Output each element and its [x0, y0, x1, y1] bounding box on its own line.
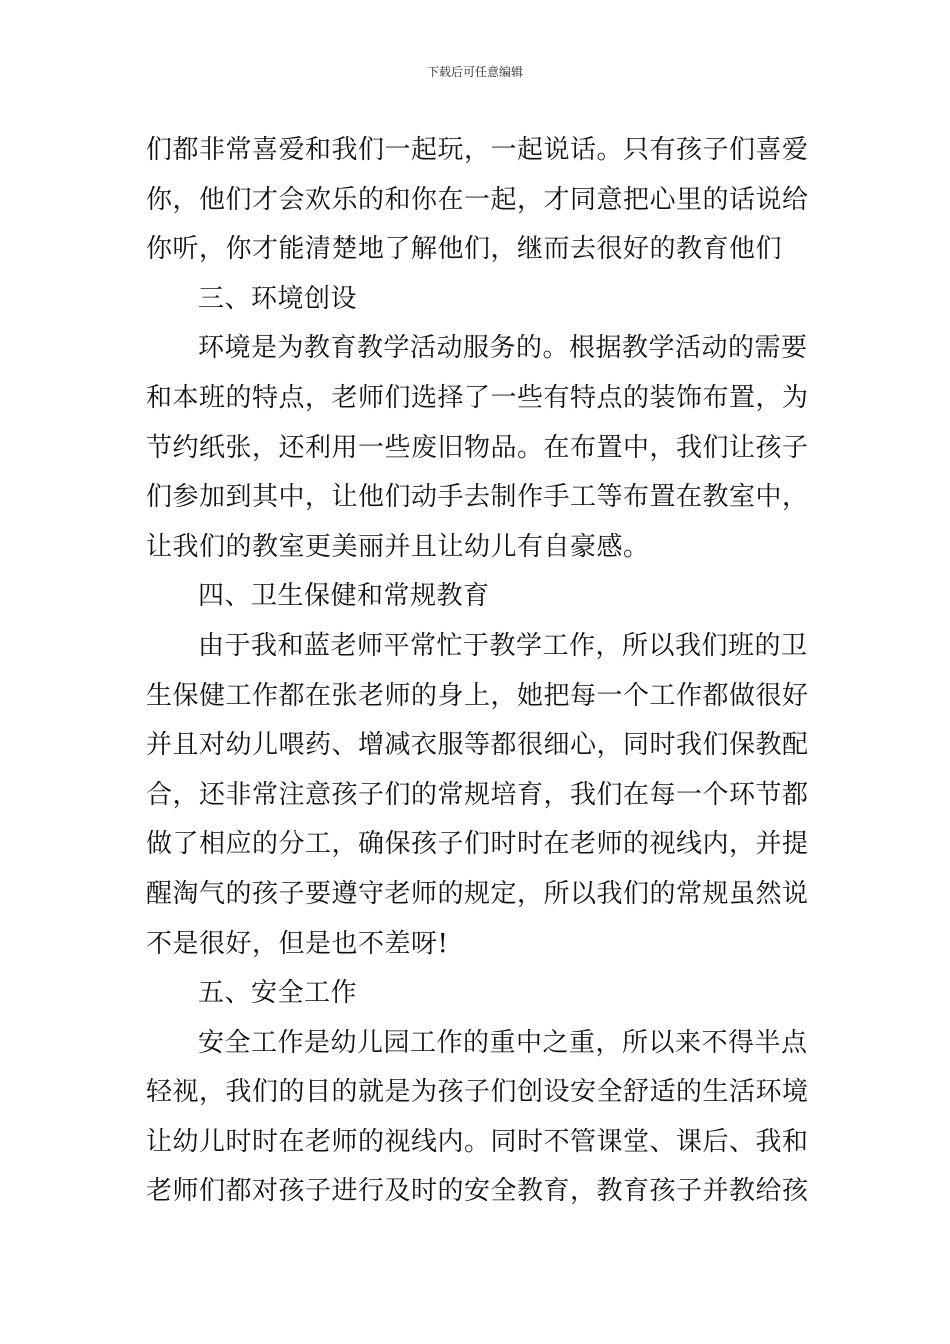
text-line: 由于我和蓝老师平常忙于教学工作，所以我们班的卫 — [198, 630, 808, 661]
text-line: 合，还非常注意孩子们的常规培育，我们在每一个环节都 — [146, 779, 809, 810]
text-line: 轻视，我们的目的就是为孩子们创设安全舒适的生活环境 — [146, 1077, 809, 1108]
text-line: 和本班的特点，老师们选择了一些有特点的装饰布置，为 — [146, 382, 809, 413]
text-line: 让幼儿时时在老师的视线内。同时不管课堂、课后、我和 — [146, 1126, 809, 1157]
document-body — [146, 126, 810, 1217]
page-header: 下载后可任意编辑 — [426, 65, 523, 79]
text-line: 让我们的教室更美丽并且让幼儿有自豪感。 — [146, 531, 650, 562]
text-line: 你听，你才能清楚地了解他们，继而去很好的教育他们 — [146, 234, 783, 265]
text-line: 节约纸张，还利用一些废旧物品。在布置中，我们让孩子 — [146, 432, 809, 463]
section-heading: 三、环境创设 — [198, 283, 358, 314]
text-line: 醒淘气的孩子要遵守老师的规定，所以我们的常规虽然说 — [146, 878, 809, 909]
text-line: 做了相应的分工，确保孩子们时时在老师的视线内，并提 — [146, 829, 809, 860]
text-line: 并且对幼儿喂药、增减衣服等都很细心，同时我们保教配 — [146, 730, 809, 761]
text-line: 老师们都对孩子进行及时的安全教育，教育孩子并教给孩 — [146, 1176, 809, 1207]
text-line: 们都非常喜爱和我们一起玩，一起说话。只有孩子们喜爱 — [146, 135, 809, 165]
text-line: 们参加到其中，让他们动手去制作手工等布置在教室中， — [146, 482, 809, 513]
text-line: 安全工作是幼儿园工作的重中之重，所以来不得半点 — [198, 1027, 808, 1058]
section-heading: 五、安全工作 — [198, 978, 358, 1009]
text-line: 你，他们才会欢乐的和你在一起，才同意把心里的话说给 — [146, 184, 809, 215]
section-heading: 四、卫生保健和常规教育 — [198, 581, 490, 612]
text-line: 生保健工作都在张老师的身上，她把每一个工作都做很好 — [146, 680, 809, 711]
text-line: 不是很好，但是也不差呀! — [146, 928, 449, 959]
text-line: 环境是为教育教学活动服务的。根据教学活动的需要 — [198, 333, 808, 364]
